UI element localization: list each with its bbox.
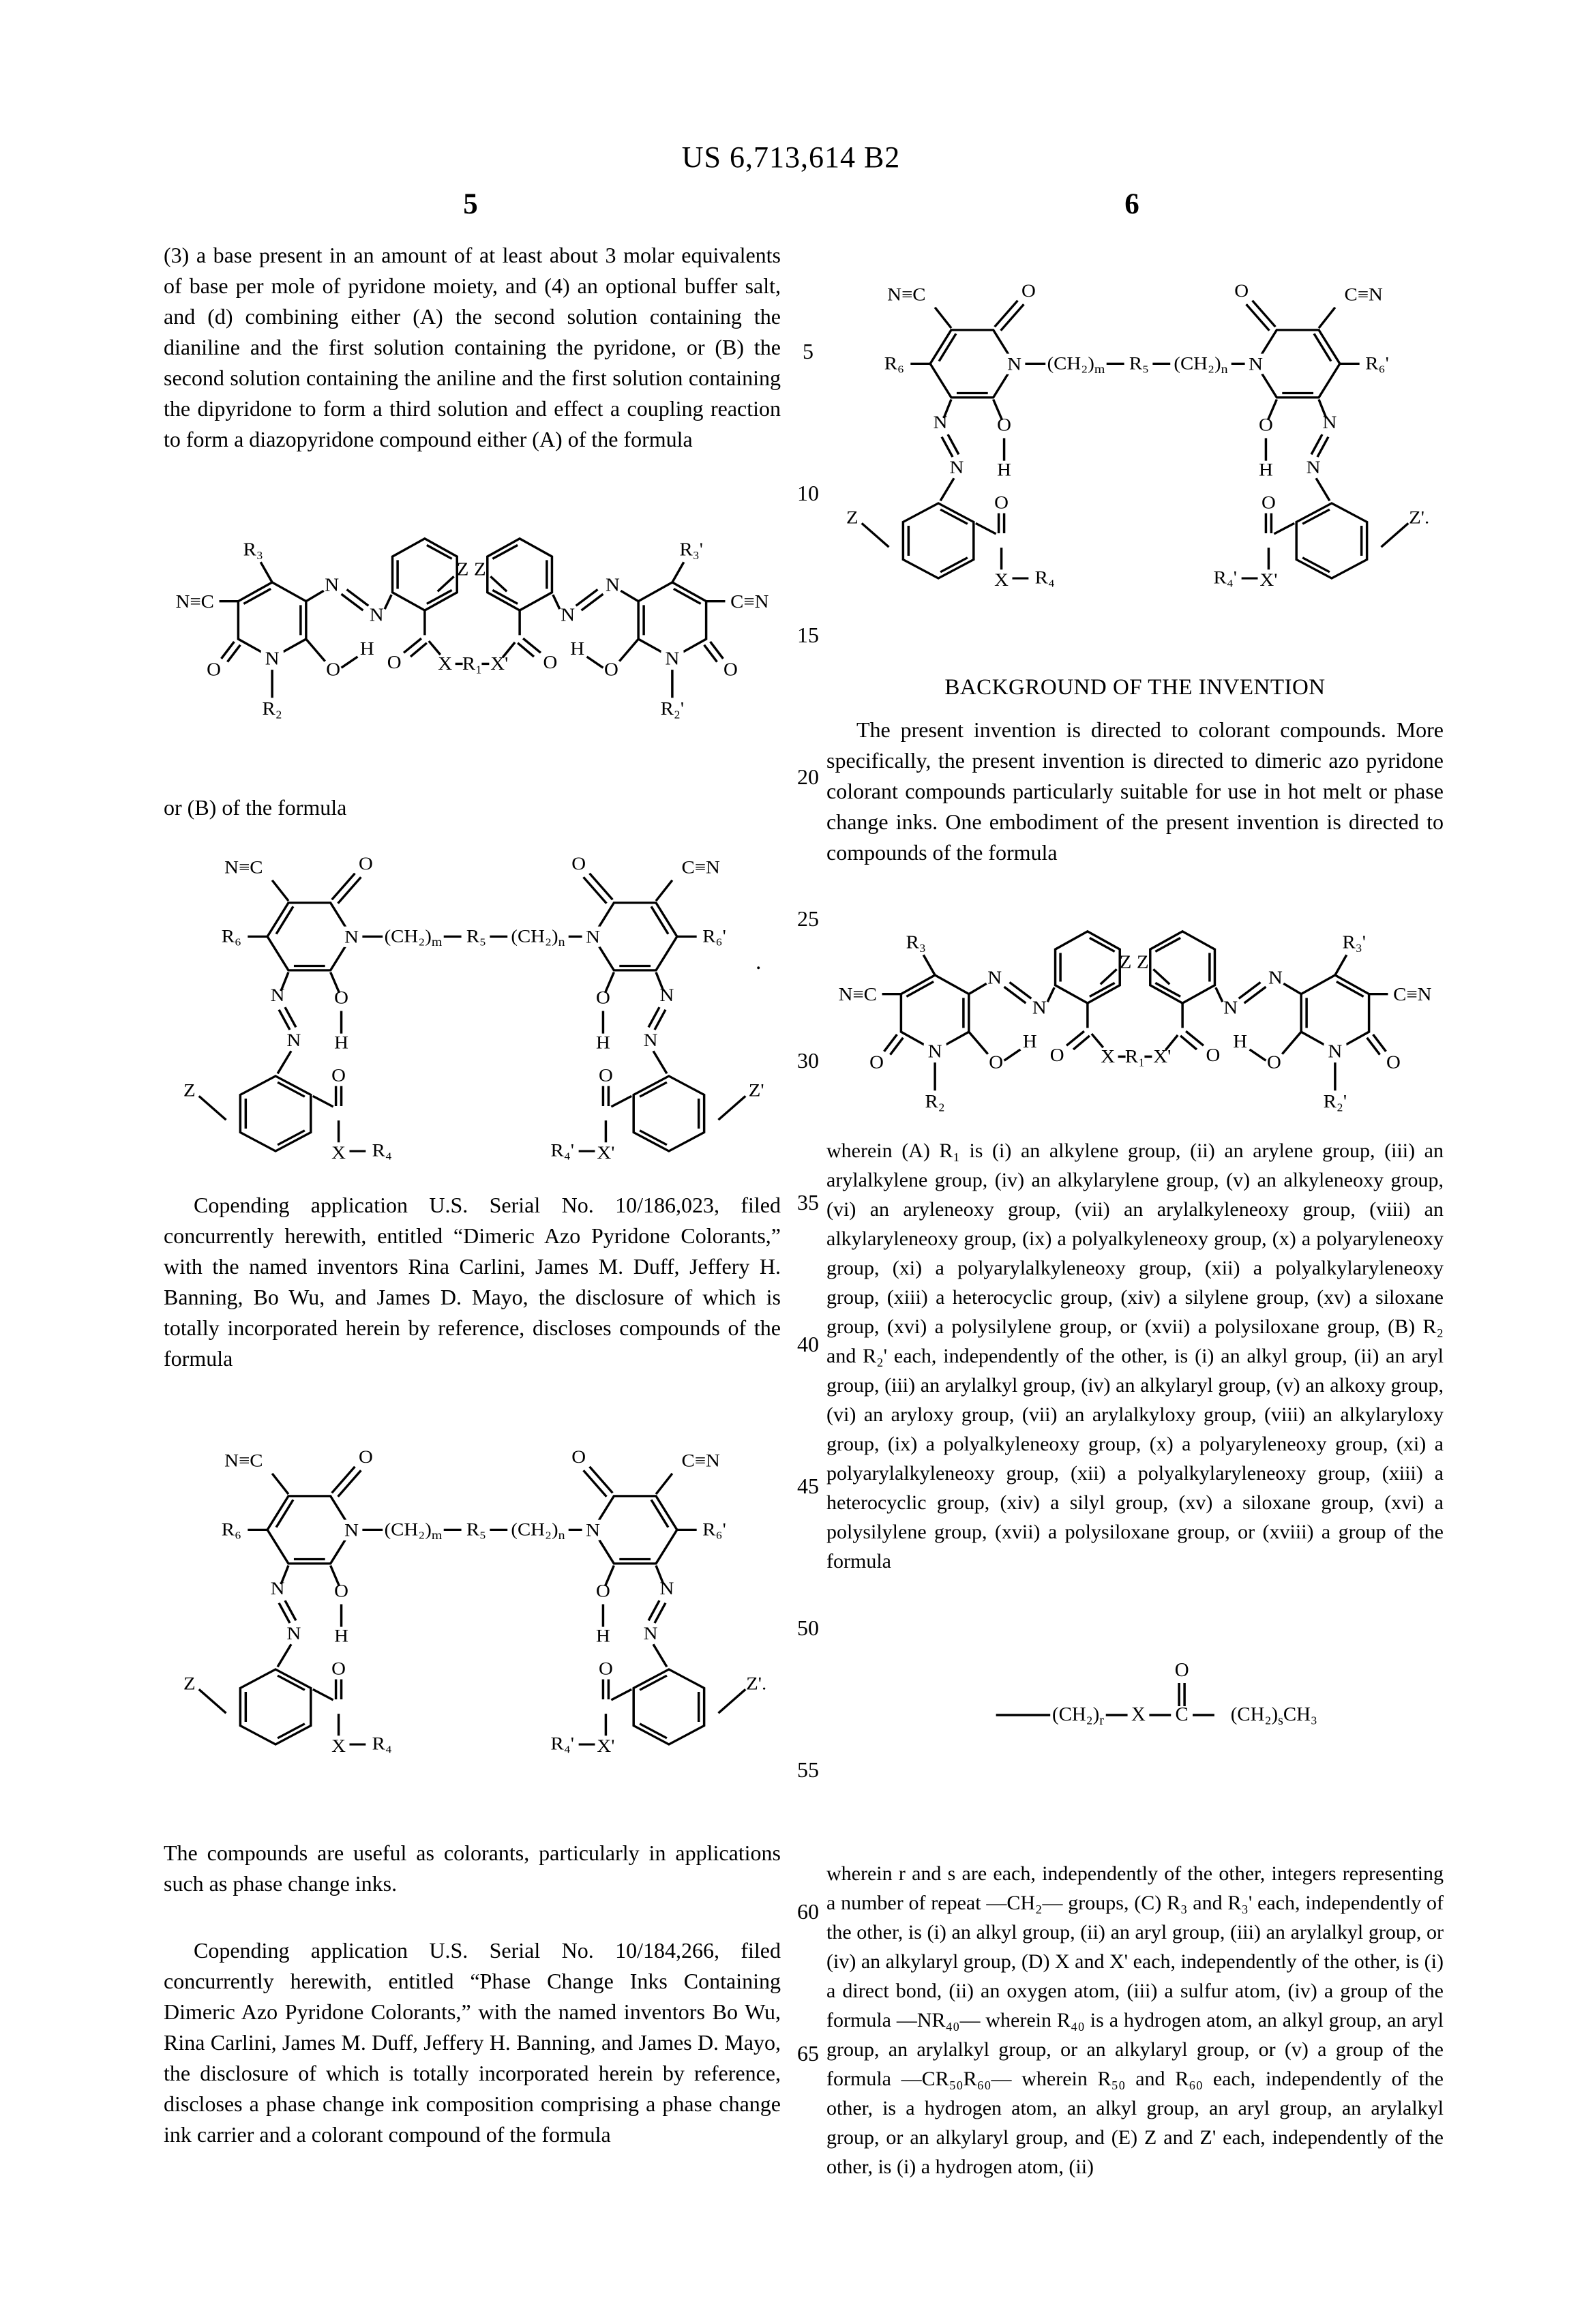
gutter-line-number: 30 [797,1048,819,1073]
atom-label-n: N [659,985,674,1006]
atom-label-x: X [1131,1703,1146,1726]
chain-label-ch2m: $(CH_2)_m$ [1047,353,1105,376]
chain-label-ch2n: $(CH_2)_n$ [511,926,565,949]
atom-label-o: O [387,652,402,674]
atom-label-o: O [994,492,1009,513]
atom-label-r2: R₂ [262,698,282,719]
atom-label-o: O [331,1065,346,1086]
atom-label-r3: R₃ [243,539,263,561]
atom-label-h: H [596,1032,610,1054]
chemical-structure-formula-a [164,506,781,731]
chain-label-ch2m: $(CH_2)_m$ [384,1519,443,1543]
atom-label-x: X [994,570,1009,591]
right-paragraph-3: wherein r and s are each, independently of the other, integers representing a number of repeat —CH₂— groups, (C) R₃ and R₃' each, independently of the other, is (i) an alkyl group, (ii) an aryl group, (iii) an arylalkyl group, or (iv) an alkylaryl group, (D) X and X' each, independently of the other, is (i) a direct bond, (ii) an oxygen atom, (iii) a sulfur atom, (iv) a group of the formula —NR₄₀— wherein R₄₀ is a hydrogen atom, an alkyl group, an aryl group, an arylalkyl group, or an alkylaryl group, or (v) a group of the formula —CR₅₀R₆₀— wherein R₅₀ and R₆₀ each, independently of the other, is a hydrogen atom, an alkyl group, an aryl group, an arylalkyl group, or an alkylaryl group, and (E) Z and Z' each, independently of the other, is (i) a hydrogen atom, (ii) [826,1862,1444,2178]
gutter-line-number: 45 [797,1474,819,1498]
atom-label-n: N [949,457,964,478]
atom-label-r4-prime: R₄' [550,1733,575,1755]
atom-label-r6: R₆ [221,926,242,947]
atom-label-ring-n: N [586,927,600,948]
atom-label-r4: R₄ [1034,567,1055,589]
bond-skeleton [862,301,1409,578]
atom-label-ring-n: N [344,1520,359,1541]
atom-label-c: C [1175,1703,1189,1726]
atom-label-h: H [334,1626,348,1647]
gutter-line-number: 5 [803,339,814,363]
atom-label-nitrile: C≡N [681,1450,720,1472]
atom-label-r4-prime: R₄' [550,1140,575,1161]
atom-label-o: O [599,1658,613,1680]
atom-label-h: H [596,1626,610,1647]
atom-label-h: H [997,460,1011,481]
atom-label-o: O [603,659,618,681]
chain-label-r5: R₅ [1129,353,1150,374]
atom-label-n: N [270,985,285,1006]
atom-label-n: N [1268,967,1283,989]
atom-label-o: O [1266,1052,1281,1073]
atom-label-r3-prime: R₃' [679,539,703,561]
atom-label-r6-prime: R₆' [702,926,726,947]
atom-label-r6-prime: R₆' [702,1519,726,1540]
column-number-right: 6 [1124,188,1139,220]
atom-label-z: Z [183,1080,196,1101]
atom-label-n: N [1322,412,1337,433]
chain-label-r5: R₅ [466,1519,487,1540]
chain-label-ch2m: $(CH_2)_m$ [384,926,443,949]
atom-label-n: N [659,1578,674,1599]
atom-label-x-prime: X' [490,653,509,674]
left-paragraph-2: Copending application U.S. Serial No. 10/186,023, filed concurrently herewith, entitled “Dimeric Azo Pyridone Colorants,” with the named inventors Rina Carlini, James M. Duff, Jeffery H. Banning, Bo Wu, and James D. Mayo, the disclosure of which is totally incorporated herein by reference, discloses compounds of the formula [164,1193,781,1371]
patent-number: US 6,713,614 B2 [681,140,901,174]
formula-sentence-period: . [756,949,762,974]
gutter-line-number: 60 [797,1899,819,1924]
atom-label-h: H [334,1032,348,1054]
atom-label-r6: R₆ [884,353,905,374]
atom-label-o: O [1234,281,1249,301]
gutter-line-number: 55 [797,1757,819,1782]
atom-label-nitrile: C≡N [730,591,769,613]
atom-label-n: N [987,967,1002,989]
atom-label-z-prime: Z' [748,1080,764,1101]
atom-label-n: N [1306,457,1321,478]
atom-label-x-prime: X' [597,1736,615,1757]
atom-label-o: O [207,659,222,681]
atom-label-o: O [1386,1052,1401,1073]
atom-label-r3: R₃ [906,932,926,953]
atom-label-r3-prime: R₃' [1342,932,1366,953]
chemical-structure-formula-b [826,260,1444,601]
chain-label-ch2r: $(CH_2)_r$ [1051,1703,1104,1729]
left-formula-b-intro: or (B) of the formula [164,795,347,820]
atom-label-o: O [596,1581,610,1602]
gutter-line-number: 25 [797,906,819,931]
atom-label-n: N [286,1623,301,1644]
atom-label-nitrile: N≡C [224,857,263,878]
atom-label-o: O [326,659,341,681]
atom-label-z: Z [456,558,469,580]
atom-label-z-prime: Z' [474,558,490,580]
bond-skeleton [199,874,746,1151]
atom-label-o: O [334,1581,348,1602]
atom-label-r6: R₆ [221,1519,242,1540]
chemical-structure-chain-formula [826,1650,1444,1746]
atom-label-n: N [270,1578,285,1599]
atom-label-n: N [286,1030,301,1051]
atom-label-o: O [1021,281,1036,301]
atom-label-n: N [643,1623,658,1644]
chain-label-ch2n: $(CH_2)_n$ [1174,353,1228,376]
atom-label-z: Z [1119,951,1132,973]
atom-label-o: O [358,854,373,874]
atom-label-n: N [933,412,948,433]
atom-label-o: O [1259,415,1273,436]
atom-label-n: N [1032,997,1047,1019]
chain-label-r5: R₅ [466,926,487,947]
atom-label-z-prime: Z'. [746,1673,767,1695]
gutter-line-number: 50 [797,1615,819,1640]
atom-label-r2: R₂ [925,1091,945,1112]
gutter-line-number: 20 [797,764,819,789]
atom-label-x: X [438,653,453,674]
atom-label-r1: R₁ [462,653,483,674]
atom-label-o: O [543,652,558,674]
atom-label-ring-n: N [665,648,680,670]
atom-label-ring-n: N [586,1520,600,1541]
atom-label-x-prime: X' [1259,570,1278,591]
atom-label-n: N [369,604,384,626]
atom-label-nitrile: N≡C [887,284,926,306]
atom-label-nitrile: C≡N [1393,984,1432,1006]
atom-label-z-prime: Z' [1137,951,1152,973]
atom-label-nitrile: C≡N [1344,284,1383,306]
left-paragraph-1: (3) a base present in an amount of at least about 3 molar equivalents of base per mole of pyridone moiety, and (4) an optional buffer salt, and (d) combining either (A) the second solution containing the dianiline and the first solution containing the pyridone, or (B) the second solution containing the aniline and the first solution containing the dipyridone to form a third solution and effect a coupling reaction to form a diazopyridone compound either (A) of the formula [164,243,781,451]
atom-label-x: X [331,1143,346,1163]
atom-label-ring-n: N [1328,1041,1343,1062]
atom-label-r4-prime: R₄' [1213,567,1238,589]
atom-label-h: H [359,638,374,659]
atom-label-x-prime: X' [597,1143,615,1163]
column-number-left: 5 [463,188,478,220]
atom-label-o: O [723,659,738,681]
right-paragraph-1: The present invention is directed to colorant compounds. More specifically, the present invention is directed to dimeric azo pyridone colorant compounds particularly suitable for use in hot melt or phase change inks. One embodiment of the present invention is directed to compounds of the formula [826,717,1444,865]
atom-label-x-prime: X' [1153,1046,1171,1067]
atom-label-nitrile: N≡C [224,1450,263,1472]
atom-label-r1: R₁ [1124,1046,1146,1067]
chemical-structure-formula-b [164,833,781,1174]
atom-label-n: N [1223,997,1238,1019]
atom-label-r6-prime: R₆' [1365,353,1389,374]
atom-label-ring-n: N [1249,354,1263,375]
gutter-line-number: 10 [797,481,819,505]
atom-label-n: N [561,604,576,626]
gutter-line-number: 35 [797,1190,819,1215]
atom-label-h: H [1233,1031,1248,1052]
atom-label-r4: R₄ [372,1140,392,1161]
atom-label-z: Z [183,1673,196,1695]
atom-label-o: O [596,987,610,1009]
atom-label-nitrile: N≡C [175,591,214,613]
atom-label-h: H [570,638,585,659]
atom-label-r2-prime: R₂' [660,698,685,719]
atom-label-o: O [997,415,1011,436]
atom-label-nitrile: N≡C [838,984,877,1006]
left-paragraph-3: The compounds are useful as colorants, particularly in applications such as phase change inks. [164,1841,781,1896]
atom-label-o: O [358,1447,373,1468]
atom-label-r4: R₄ [372,1733,392,1755]
gutter-line-number: 15 [797,623,819,647]
atom-label-x: X [1101,1046,1116,1067]
atom-label-o: O [869,1052,884,1073]
atom-label-o: O [334,987,348,1009]
atom-label-z-prime: Z'. [1409,507,1430,528]
section-heading: BACKGROUND OF THE INVENTION [944,675,1326,700]
atom-label-ring-n: N [927,1041,942,1062]
left-paragraph-4: Copending application U.S. Serial No. 10/184,266, filed concurrently herewith, entitled “Phase Change Inks Containing Dimeric Azo Pyridone Colorants,” with the named inventors Bo Wu, Rina Carlini, James M. Duff, Jeffery H. Banning, and James D. Mayo, the disclosure of which is totally incorporated herein by reference, discloses a phase change ink composition comprising a phase change ink carrier and a colorant compound of the formula [164,1938,781,2147]
atom-label-o: O [599,1065,613,1086]
chemical-structure-formula-b [164,1427,781,1768]
atom-label-o: O [331,1658,346,1680]
atom-label-h: H [1022,1031,1037,1052]
atom-label-z: Z [846,507,859,528]
chain-label-ch2n: $(CH_2)_n$ [511,1519,565,1543]
atom-label-o: O [1174,1658,1189,1682]
gutter-line-number: 65 [797,2041,819,2066]
atom-label-nitrile: C≡N [681,857,720,878]
atom-label-n: N [325,574,340,596]
atom-label-ring-n: N [1007,354,1021,375]
chemical-structure-formula-a [826,899,1444,1124]
atom-label-o: O [1206,1045,1221,1067]
atom-label-o: O [989,1052,1004,1073]
atom-label-ring-n: N [344,927,359,948]
atom-label-n: N [605,574,620,596]
atom-label-r2-prime: R₂' [1323,1091,1347,1112]
atom-label-h: H [1259,460,1273,481]
atom-label-n: N [643,1030,658,1051]
atom-label-o: O [571,1447,586,1468]
right-paragraph-2: wherein (A) R₁ is (i) an alkylene group, (ii) an arylene group, (iii) an arylalkylene group, (iv) an alkylarylene group, (v) an alkyleneoxy group, (vi) an aryleneoxy group, (vii) an arylalkyleneoxy group, (viii) an alkylaryleneoxy group, (ix) a polyalkyleneoxy group, (x) a polyaryleneoxy group, (xi) a polyarylalkyleneoxy group, (xii) a polyalkylaryleneoxy group, (xiii) a heterocyclic group, (xiv) a silylene group, (xv) a siloxane group, (xvi) a polysilylene group, or (xvii) a polysiloxane group, (B) R₂ and R₂' each, independently of the other, is (i) an alkyl group, (ii) an aryl group, (iii) an arylalkyl group, (iv) an alkylaryl group, (v) an alkoxy group, (vi) an aryloxy group, (vii) an arylalkyloxy group, (viii) an alkylaryloxy group, (ix) a polyalkyleneoxy group, (x) a polyaryleneoxy group, (xi) a polyarylalkyleneoxy group, (xii) a polyalkylaryleneoxy group, (xiii) a heterocyclic group, (xiv) a silyl group, (xv) a siloxane group, (xvi) a polysilylene group, (xvii) a polysiloxane group, or (xviii) a group of the formula [826,1139,1444,1573]
bond-skeleton [199,1467,746,1744]
atom-label-x: X [331,1736,346,1757]
atom-label-o: O [571,854,586,874]
atom-label-ring-n: N [265,648,280,670]
chain-label-ch2s-ch3: $(CH_2)_sCH_3$ [1230,1703,1317,1729]
atom-label-o: O [1262,492,1276,513]
gutter-line-number: 40 [797,1332,819,1356]
atom-label-o: O [1049,1045,1064,1067]
